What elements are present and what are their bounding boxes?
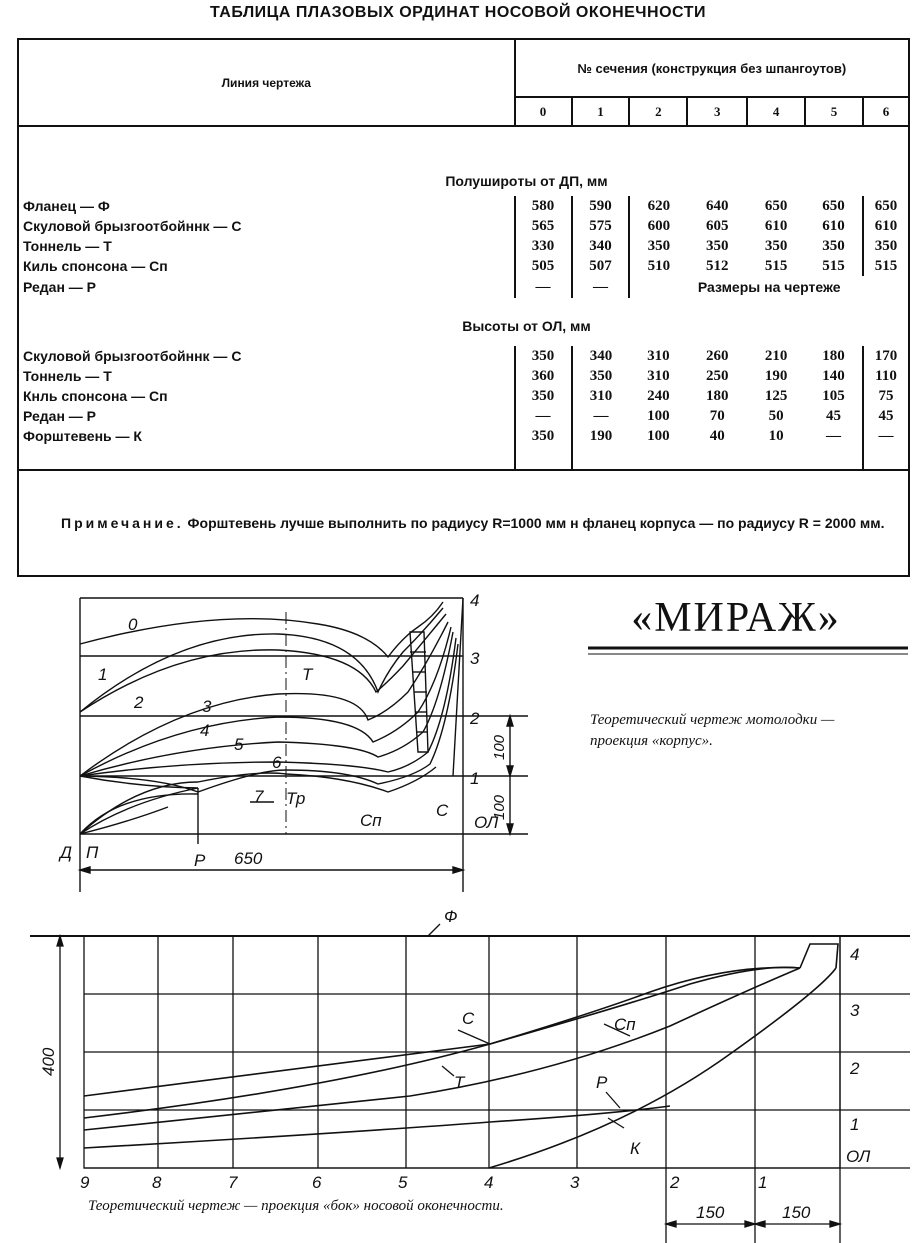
- station-label: 1: [758, 1173, 768, 1192]
- profile-level-label: ОЛ: [846, 1147, 871, 1166]
- station-label: 6: [312, 1173, 322, 1192]
- section-label: 5: [234, 735, 244, 754]
- table-cell: 190: [572, 426, 630, 446]
- tunnel-label: Т: [454, 1073, 465, 1092]
- width-dimension: 650: [234, 849, 263, 868]
- table-cell: 605: [706, 217, 729, 234]
- spacing-dimension: 150: [696, 1203, 725, 1222]
- table-cell: 40: [709, 427, 725, 444]
- spacing-dimension: 150: [782, 1203, 811, 1222]
- table-cell: 105: [822, 387, 845, 404]
- table-cell: 350: [764, 237, 788, 254]
- body-level-label: 3: [470, 649, 480, 668]
- table-title: ТАБЛИЦА ПЛАЗОВЫХ ОРДИНАТ НОСОВОЙ ОКОНЕЧНОСТИ: [210, 4, 706, 21]
- column-header-sections: № сечения (конструкция без шпангоутов): [515, 39, 909, 97]
- profile-caption: Теоретический чертеж — проекция «бок» носовой оконечности.: [88, 1198, 504, 1214]
- table-cell: 350: [629, 236, 687, 256]
- table-cell: 100: [647, 407, 670, 424]
- table-cell: 170: [863, 346, 909, 366]
- table-cell: 180: [822, 347, 845, 364]
- section-label: 6: [272, 753, 282, 772]
- table-cell: 350: [515, 346, 572, 366]
- row-label: Фланец — Ф: [23, 198, 110, 214]
- table-cell: 350: [822, 237, 845, 254]
- table-cell: 240: [647, 387, 670, 404]
- section-label: 2: [134, 693, 144, 712]
- section-number: 3: [687, 97, 747, 126]
- drawing-sizes-note: Размеры на чертеже: [629, 276, 909, 298]
- table-cell: 100: [647, 427, 670, 444]
- table-cell: 350: [515, 426, 572, 446]
- table-cell: —: [515, 406, 572, 426]
- section-label: 4: [200, 721, 210, 740]
- row-label: Кнль спонсона — Сп: [23, 388, 168, 404]
- step-label: Р: [596, 1073, 608, 1092]
- ordinates-table: [17, 38, 910, 577]
- table-cell: 640: [706, 197, 729, 214]
- body-level-label: 2: [470, 709, 480, 728]
- row-label: Редан — Р: [23, 408, 97, 424]
- table-cell: 515: [822, 257, 845, 274]
- centerplane-label: Д: [60, 843, 72, 862]
- heights-section-title: Высоты от ОЛ, мм: [462, 318, 591, 334]
- table-cell: 180: [706, 387, 729, 404]
- tunnel-label: Т: [302, 665, 313, 684]
- table-cell: 210: [764, 347, 788, 364]
- table-cell: 600: [629, 216, 687, 236]
- table-cell: 350: [572, 366, 630, 386]
- flange-label: Ф: [444, 907, 458, 926]
- profile-level-label: 4: [850, 945, 860, 964]
- table-cell: 310: [647, 367, 670, 384]
- body-plan-caption: Теоретический чертеж мотолодки — проекция «корпус».: [590, 712, 835, 749]
- table-cell: 250: [706, 367, 729, 384]
- table-cell: 620: [629, 196, 687, 216]
- station-label: 3: [570, 1173, 580, 1192]
- table-cell: 510: [629, 256, 687, 276]
- table-cell: 50: [768, 407, 784, 424]
- table-row: [18, 216, 909, 236]
- row-label: Тоннель — Т: [23, 368, 112, 384]
- note-lead: Примечание.: [61, 515, 184, 531]
- table-cell: 590: [572, 196, 630, 216]
- row-label: Редан — Р: [23, 279, 97, 295]
- section-number: 5: [805, 97, 863, 126]
- station-label: 4: [484, 1173, 494, 1192]
- table-cell: 360: [515, 366, 572, 386]
- table-row: [18, 236, 909, 256]
- station-label: 8: [152, 1173, 162, 1192]
- section-number: 2: [629, 97, 687, 126]
- stem-label: К: [630, 1139, 641, 1158]
- table-cell: 610: [822, 217, 845, 234]
- note-text: Форштевень лучше выполнить по радиусу R=1000 мм н фланец корпуса — по радиусу R = 2000 мм.: [183, 515, 885, 531]
- table-cell: 565: [515, 216, 572, 236]
- row-label: Киль спонсона — Сп: [23, 258, 168, 274]
- table-cell: 350: [706, 237, 729, 254]
- station-label: 2: [670, 1173, 680, 1192]
- profile-level-label: 1: [850, 1115, 860, 1134]
- table-row: [18, 256, 909, 276]
- table-cell: —: [572, 406, 630, 426]
- table-row: [18, 346, 909, 366]
- sponson-keel-label: Сп: [614, 1015, 636, 1034]
- table-cell: —: [515, 276, 572, 298]
- brand-title: «МИРАЖ»: [631, 595, 841, 641]
- section-label: 0: [128, 615, 138, 634]
- table-row: [18, 386, 909, 406]
- table-cell: 610: [764, 217, 788, 234]
- table-cell: 512: [706, 257, 729, 274]
- table-cell: 350: [515, 386, 572, 406]
- profile-drawing: [30, 904, 910, 1243]
- table-cell: —: [826, 427, 842, 444]
- height-dimension: 100: [491, 794, 508, 820]
- table-cell: 45: [863, 406, 909, 426]
- height-dimension: 400: [39, 1047, 58, 1076]
- body-plan-drawing: [58, 592, 528, 896]
- section-number: 6: [863, 97, 909, 126]
- row-label: Скуловой брызгоотбойннк — С: [23, 218, 242, 234]
- table-cell: 110: [863, 366, 909, 386]
- body-level-label: ОЛ: [474, 813, 499, 832]
- table-cell: 10: [768, 427, 784, 444]
- table-cell: 575: [572, 216, 630, 236]
- row-label: Форштевень — К: [23, 428, 142, 444]
- tunnel-step-label: Тр: [286, 789, 306, 808]
- table-cell: 125: [764, 387, 788, 404]
- table-row: [18, 406, 909, 426]
- table-cell: —: [572, 276, 630, 298]
- table-cell: 140: [822, 367, 845, 384]
- section-number: 4: [747, 97, 805, 126]
- table-cell: —: [863, 426, 909, 446]
- table-cell: 650: [822, 197, 845, 214]
- table-cell: 330: [515, 236, 572, 256]
- station-label: 9: [80, 1173, 90, 1192]
- profile-level-label: 2: [850, 1059, 860, 1078]
- table-row: [18, 366, 909, 386]
- body-level-label: 1: [470, 769, 480, 788]
- row-label: Скуловой брызгоотбойннк — С: [23, 348, 242, 364]
- half-widths-section-title: Полуширoты от ДП, мм: [445, 173, 608, 189]
- station-label: 5: [398, 1173, 408, 1192]
- table-cell: 310: [572, 386, 630, 406]
- body-level-label: 4: [470, 592, 480, 610]
- profile-level-label: 3: [850, 1001, 860, 1020]
- table-cell: 70: [709, 407, 725, 424]
- table-row: [18, 426, 909, 446]
- table-cell: 505: [515, 256, 572, 276]
- section-label: 7: [254, 787, 264, 806]
- section-number: 1: [572, 97, 630, 126]
- table-note: [18, 470, 909, 576]
- sponson-keel-label: Сп: [360, 811, 382, 830]
- table-cell: 515: [764, 257, 788, 274]
- table-row: [18, 196, 909, 216]
- table-cell: 340: [572, 236, 630, 256]
- table-cell: 650: [764, 197, 788, 214]
- station-label: 7: [228, 1173, 238, 1192]
- table-cell: 580: [515, 196, 572, 216]
- section-label: 1: [98, 665, 108, 684]
- table-cell: 350: [863, 236, 909, 256]
- table-cell: 260: [706, 347, 729, 364]
- table-row: [18, 276, 909, 298]
- step-label: Р: [194, 851, 206, 870]
- centerplane-label: П: [86, 843, 99, 862]
- table-cell: 190: [764, 367, 788, 384]
- height-dimension: 100: [491, 734, 508, 760]
- table-cell: 75: [863, 386, 909, 406]
- table-cell: 507: [572, 256, 630, 276]
- brand-underline: [588, 646, 908, 658]
- column-header-line: Линия чертежа: [18, 39, 515, 126]
- table-cell: 515: [863, 256, 909, 276]
- chine-label: С: [436, 801, 449, 820]
- section-number: 0: [515, 97, 572, 126]
- table-cell: 45: [826, 407, 842, 424]
- table-cell: 310: [647, 347, 670, 364]
- table-cell: 610: [863, 216, 909, 236]
- table-cell: 340: [572, 346, 630, 366]
- chine-label: С: [462, 1009, 475, 1028]
- section-label: 3: [202, 697, 212, 716]
- row-label: Тоннель — Т: [23, 238, 112, 254]
- table-cell: 650: [863, 196, 909, 216]
